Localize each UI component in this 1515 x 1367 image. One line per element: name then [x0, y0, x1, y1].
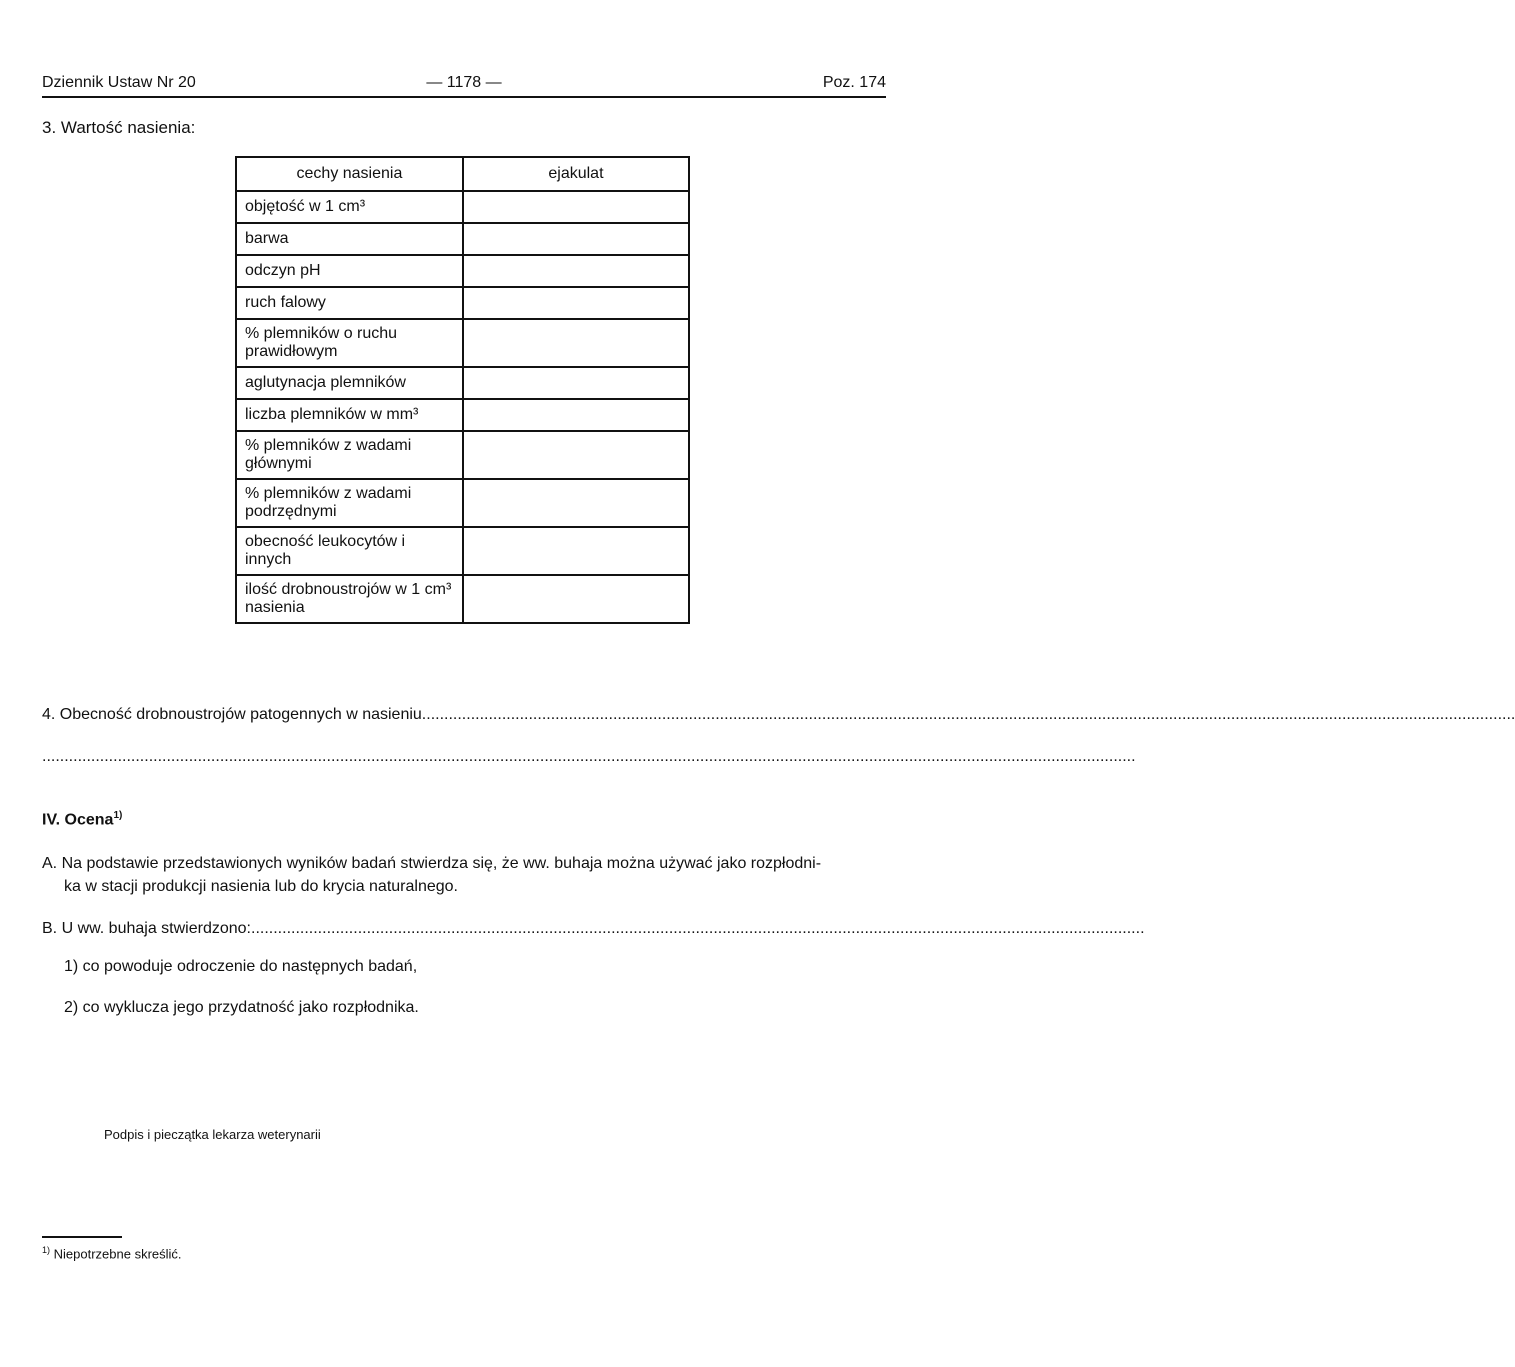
header-rule — [42, 96, 886, 98]
part-a — [42, 852, 886, 898]
part-a-line1: A. Na podstawie przedstawionych wyników badań stwierdza się, że ww. buhaja można używać jako rozpłodni- — [42, 855, 822, 872]
semen-table — [235, 156, 690, 624]
row-value[interactable] — [463, 399, 689, 431]
row-label: % plemników z wadami podrzędnymi — [236, 479, 463, 527]
table-row — [236, 399, 689, 431]
row-value[interactable] — [463, 191, 689, 223]
col-header-features: cechy nasienia — [236, 157, 463, 191]
row-value[interactable] — [463, 367, 689, 399]
journal-title: Dziennik Ustaw Nr 20 — [42, 74, 196, 91]
footnote-marker: 1) — [42, 1245, 51, 1255]
part-b-dots[interactable]: ......................................................................................................................................................................................................... — [251, 920, 1145, 937]
row-label: barwa — [236, 223, 463, 255]
row-label: odczyn pH — [236, 255, 463, 287]
table-row — [236, 479, 689, 527]
table-row — [236, 527, 689, 575]
row-value[interactable] — [463, 255, 689, 287]
part-b-item-2: 2) co wyklucza jego przydatność jako rozpłodnika. — [64, 999, 419, 1016]
table-row — [236, 191, 689, 223]
page-header — [42, 74, 886, 96]
section-4-continuation[interactable]: ...................................................................................................................................................................................................................................................... — [42, 748, 1136, 765]
table-row — [236, 223, 689, 255]
footnote-text: Niepotrzebne skreślić. — [53, 1246, 182, 1262]
page-number: — 1178 — — [426, 74, 502, 91]
footnote-rule — [42, 1236, 122, 1238]
table-row — [236, 287, 689, 319]
row-label: % plemników o ruchu prawidłowym — [236, 319, 463, 367]
row-label: aglutynacja plemników — [236, 367, 463, 399]
row-label: ilość drobnoustrojów w 1 cm³ nasienia — [236, 575, 463, 623]
footnote — [42, 1245, 182, 1261]
row-value[interactable] — [463, 575, 689, 623]
row-label: liczba plemników w mm³ — [236, 399, 463, 431]
table-row — [236, 575, 689, 623]
section-4-line — [42, 706, 1515, 724]
section-iv-title — [42, 810, 122, 829]
table-row — [236, 255, 689, 287]
row-value[interactable] — [463, 319, 689, 367]
row-value[interactable] — [463, 479, 689, 527]
table-row — [236, 319, 689, 367]
part-b-item-1: 1) co powoduje odroczenie do następnych badań, — [64, 958, 418, 975]
row-label: % plemników z wadami głównymi — [236, 431, 463, 479]
row-value[interactable] — [463, 287, 689, 319]
signature-label: Podpis i pieczątka lekarza weterynarii — [104, 1127, 321, 1142]
part-b-line — [42, 920, 1145, 938]
table-row — [236, 367, 689, 399]
col-header-ejaculate: ejakulat — [463, 157, 689, 191]
position-number: Poz. 174 — [822, 74, 886, 91]
section-4-dots[interactable]: ...................................................................................................................................................................................................................................................... — [421, 706, 1515, 723]
row-value[interactable] — [463, 223, 689, 255]
part-b-text: B. U ww. buhaja stwierdzono: — [42, 920, 251, 937]
row-label: objętość w 1 cm³ — [236, 191, 463, 223]
table-row — [236, 431, 689, 479]
footnote-ref: 1) — [113, 810, 123, 821]
section-3-title: 3. Wartość nasienia: — [42, 118, 196, 137]
row-label: ruch falowy — [236, 287, 463, 319]
part-a-line2: ka w stacji produkcji nasienia lub do krycia naturalnego. — [64, 878, 458, 895]
section-iv-text: IV. Ocena — [42, 811, 114, 829]
row-value[interactable] — [463, 527, 689, 575]
section-4-text: 4. Obecność drobnoustrojów patogennych w nasieniu — [42, 706, 422, 723]
row-value[interactable] — [463, 431, 689, 479]
row-label: obecność leukocytów i innych — [236, 527, 463, 575]
